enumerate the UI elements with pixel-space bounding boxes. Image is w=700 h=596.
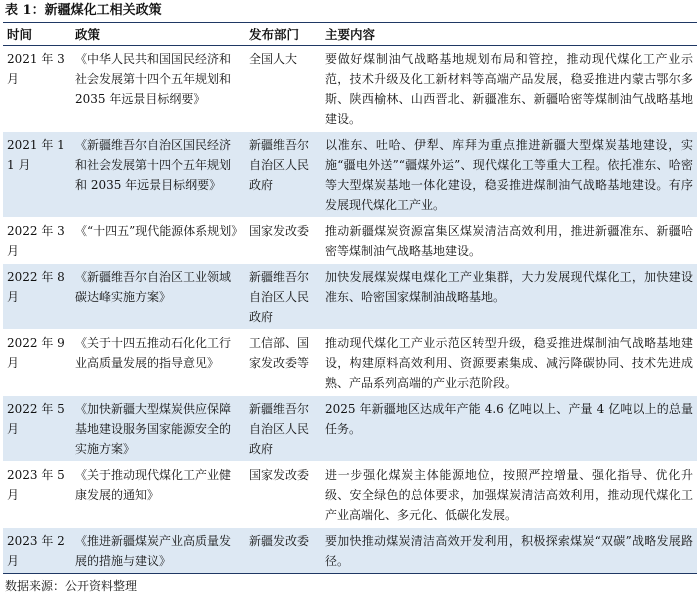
cell-dept: 工信部、国家发改委等 [245,330,321,396]
cell-time: 2021 年 11 月 [3,132,71,218]
table-row [3,46,697,132]
cell-content: 推动新疆煤炭资源富集区煤炭清洁高效利用，推进新疆准东、新疆哈密等煤制油气战略基地建设。 [321,218,697,264]
table-header-row [3,23,697,46]
source-note: 数据来源：公开资料整理 [5,579,138,593]
cell-content: 以准东、吐哈、伊犁、库拜为重点推进新疆大型煤炭基地建设，实施“疆电外送”“疆煤外运”、现代煤化工等重大工程。依托准东、哈密等大型煤炭基地一体化建设，稳妥推进煤制油气战略基地建设。有序发展现代煤化工产业。 [321,132,697,218]
cell-policy: 《新疆维吾尔自治区国民经济和社会发展第十四个五年规划和 2035 年远景目标纲要》 [71,132,245,218]
cell-time: 2022 年 8 月 [3,264,71,330]
table-row [3,218,697,264]
cell-time: 2021 年 3 月 [3,46,71,132]
cell-time: 2022 年 9 月 [3,330,71,396]
header-content: 主要内容 [321,23,697,46]
cell-content: 推动现代煤化工产业示范区转型升级，稳妥推进煤制油气战略基地建设，构建原料高效利用、资源要素集成、减污降碳协同、技术先进成熟、产品系列高端的产业示范阶段。 [321,330,697,396]
cell-policy: 《推进新疆煤炭产业高质量发展的措施与建议》 [71,528,245,574]
header-time: 时间 [3,23,71,46]
cell-dept: 新疆发改委 [245,528,321,574]
cell-dept: 国家发改委 [245,218,321,264]
table-row [3,330,697,396]
table-title: 表 1：新疆煤化工相关政策 [3,0,697,23]
cell-policy: 《加快新疆大型煤炭供应保障基地建设服务国家能源安全的实施方案》 [71,396,245,462]
table-row [3,462,697,528]
cell-content: 进一步强化煤炭主体能源地位，按照严控增量、强化指导、优化升级、安全绿色的总体要求，加强煤炭清洁高效利用，推动现代煤化工产业高端化、多元化、低碳化发展。 [321,462,697,528]
table-row [3,264,697,330]
cell-dept: 新疆维吾尔自治区人民政府 [245,396,321,462]
cell-content: 要加快推动煤炭清洁高效开发利用，积极探索煤炭“双碳”战略发展路径。 [321,528,697,574]
cell-content: 2025 年新疆地区达成年产能 4.6 亿吨以上、产量 4 亿吨以上的总量任务。 [321,396,697,462]
cell-content: 加快发展煤炭煤电煤化工产业集群，大力发展现代煤化工，加快建设准东、哈密国家煤制油战略基地。 [321,264,697,330]
cell-dept: 全国人大 [245,46,321,132]
cell-time: 2023 年 2 月 [3,528,71,574]
cell-time: 2023 年 5 月 [3,462,71,528]
cell-dept: 国家发改委 [245,462,321,528]
cell-dept: 新疆维吾尔自治区人民政府 [245,264,321,330]
cell-time: 2022 年 3 月 [3,218,71,264]
policy-table [3,23,697,574]
table-row [3,132,697,218]
cell-policy: 《新疆维吾尔自治区工业领域碳达峰实施方案》 [71,264,245,330]
cell-policy: 《关于十四五推动石化化工行业高质量发展的指导意见》 [71,330,245,396]
table-row [3,396,697,462]
table-row [3,528,697,574]
cell-policy: 《关于推动现代煤化工产业健康发展的通知》 [71,462,245,528]
cell-policy: 《“十四五”现代能源体系规划》 [71,218,245,264]
cell-dept: 新疆维吾尔自治区人民政府 [245,132,321,218]
cell-policy: 《中华人民共和国国民经济和社会发展第十四个五年规划和 2035 年远景目标纲要》 [71,46,245,132]
cell-time: 2022 年 5 月 [3,396,71,462]
header-dept: 发布部门 [245,23,321,46]
header-policy: 政策 [71,23,245,46]
cell-content: 要做好煤制油气战略基地规划布局和管控，推动现代煤化工产业示范，技术升级及化工新材料等高端产品发展，稳妥推进内蒙古鄂尔多斯、陕西榆林、山西晋北、新疆准东、新疆哈密等煤制油气战略基地建设。 [321,46,697,132]
